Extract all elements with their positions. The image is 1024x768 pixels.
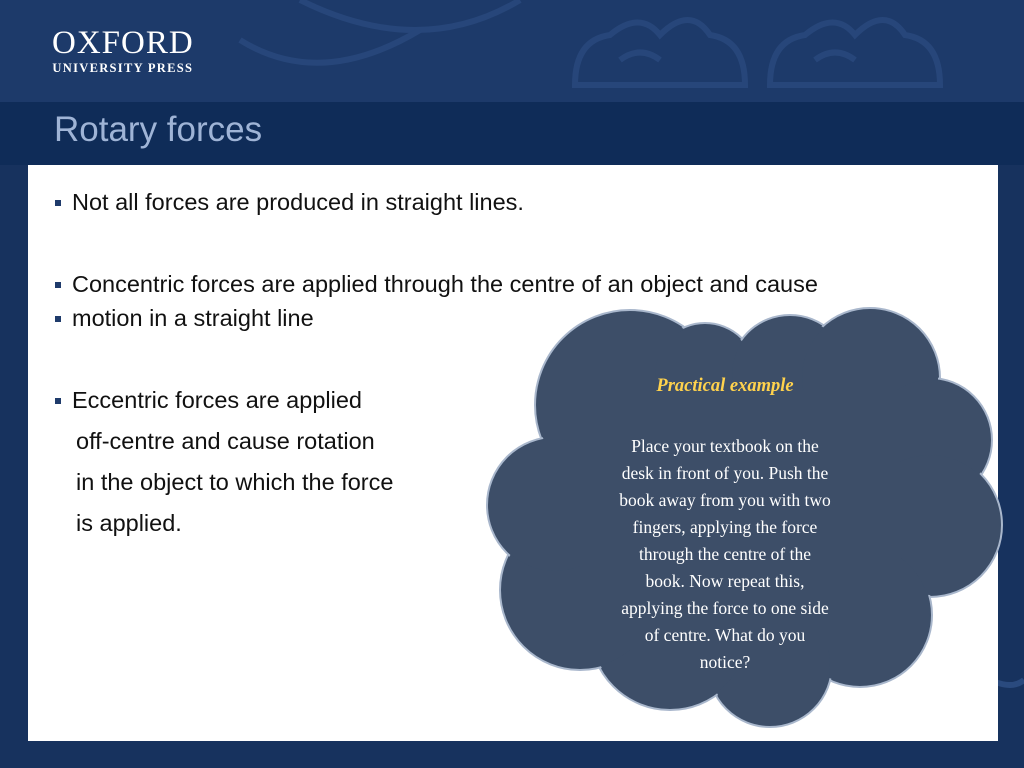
callout-line: Place your textbook on the [631,436,819,456]
callout-line: book. Now repeat this, [645,571,805,591]
callout-line: through the centre of the [638,544,812,564]
callout-line: book away from you with two [619,490,831,510]
bullet-1: Not all forces are produced in straight lines. [72,186,1002,219]
bullet-2-continued: motion in a straight line [72,302,1002,335]
callout-line: notice? [699,652,751,672]
callout-title: Practical example [656,376,794,396]
bullet-2: Concentric forces are applied through the centre of an object and cause [72,268,1002,301]
callout-line: desk in front of you. Push the [621,463,829,483]
logo-subtitle: UNIVERSITY PRESS [52,61,194,75]
callout-line: fingers, applying the force [632,517,818,537]
logo-wordmark: OXFORD [52,25,194,61]
callout-body [562,433,888,676]
callout-line: applying the force to one side [621,598,829,618]
bullet-3-line-2: off-centre and cause rotation [76,428,375,454]
bullet-3-line-4: is applied. [76,510,182,536]
slide-title: Rotary forces [54,110,263,149]
bullet-3-line-3: in the object to which the force [76,469,394,495]
callout-line: of centre. What do you [644,625,806,645]
bullet-3: Eccentric forces are applied [72,384,1002,417]
